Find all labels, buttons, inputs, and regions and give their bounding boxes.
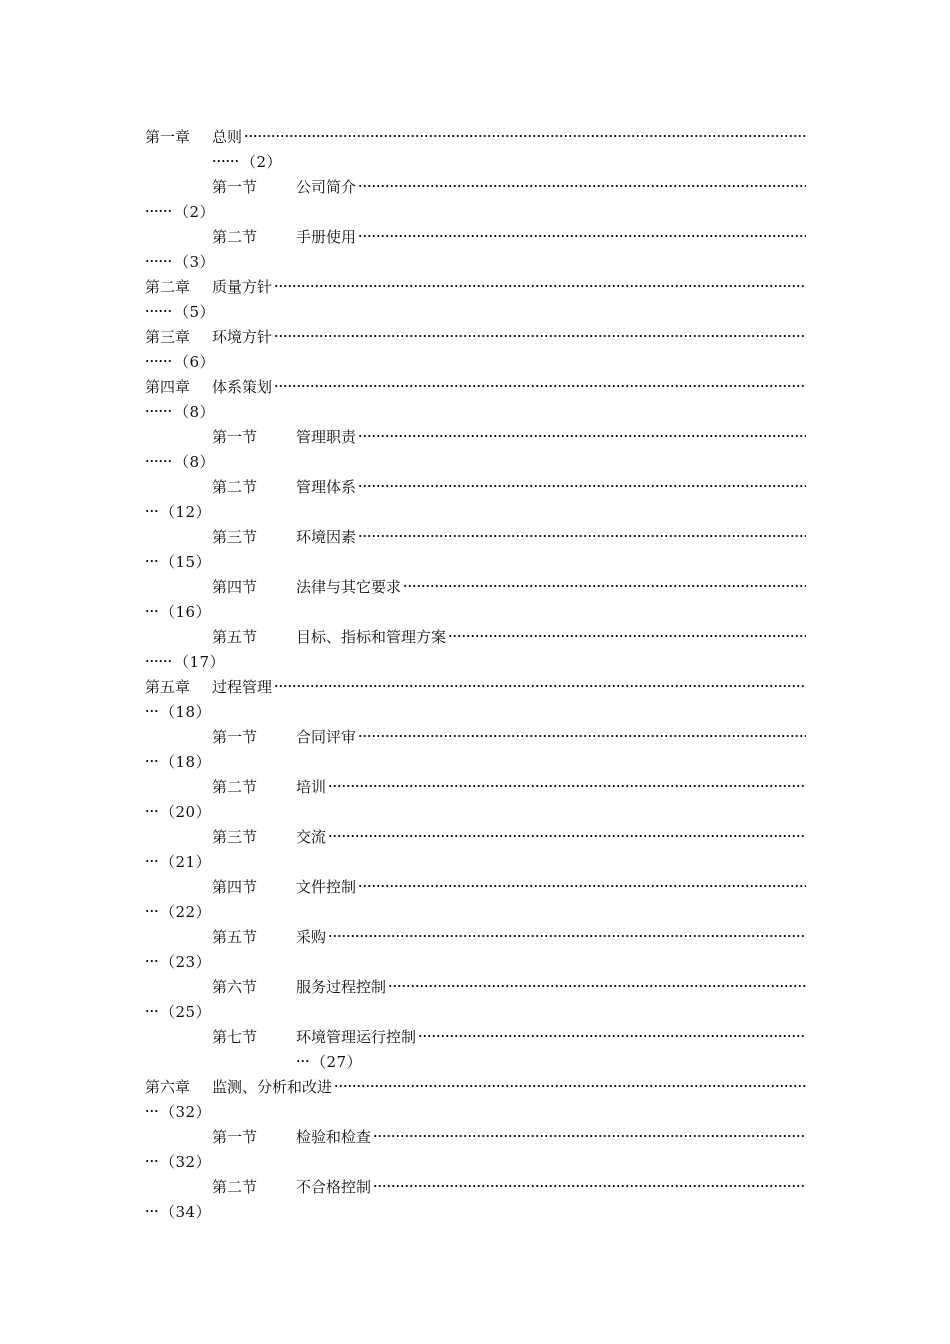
page-number: （15） [160,552,212,571]
section-number: 第一节 [212,727,258,746]
section-number: 第五节 [212,627,258,646]
section-number: 第五节 [212,927,258,946]
dot-leader [373,1174,806,1198]
toc-entry[interactable] [145,724,806,774]
page-number: （2） [241,152,283,171]
dot-leader [145,1199,158,1223]
section-number: 第二节 [212,777,258,796]
dot-leader [358,724,806,748]
entry-title: 环境因素 [296,527,357,546]
chapter-number: 第一章 [145,127,191,146]
page-number: （16） [160,602,212,621]
dot-leader [358,874,806,898]
entry-title: 监测、分析和改进 [212,1077,333,1096]
entry-title: 管理职责 [296,427,357,446]
toc-entry[interactable] [145,674,806,724]
page-number: （8） [174,452,216,471]
chapter-number: 第三章 [145,327,191,346]
dot-leader [145,299,172,323]
page-number: （32） [160,1102,212,1121]
dot-leader [145,249,172,273]
entry-title: 环境管理运行控制 [296,1027,417,1046]
section-number: 第二节 [212,1177,258,1196]
toc-entry[interactable] [145,924,806,974]
entry-title: 检验和检查 [296,1127,372,1146]
section-number: 第六节 [212,977,258,996]
toc-entry[interactable] [145,1124,806,1174]
page-number: （21） [160,852,212,871]
toc-entry[interactable] [145,524,806,574]
dot-leader [403,574,806,598]
page-number: （20） [160,802,212,821]
entry-title: 手册使用 [296,227,357,246]
dot-leader [145,399,172,423]
page-number: （18） [160,702,212,721]
page-number: （34） [160,1202,212,1221]
entry-title: 质量方针 [212,277,273,296]
dot-leader [145,849,158,873]
page-number: （17） [174,652,226,671]
dot-leader [145,699,158,723]
chapter-number: 第五章 [145,677,191,696]
entry-title: 法律与其它要求 [296,577,402,596]
toc-entry[interactable] [145,874,806,924]
dot-leader [145,749,158,773]
dot-leader [418,1024,806,1048]
dot-leader [358,524,806,548]
entry-title: 总则 [212,127,243,146]
dot-leader [334,1074,806,1098]
dot-leader [145,499,158,523]
dot-leader [373,1124,806,1148]
page-number: （25） [160,1002,212,1021]
toc-entry[interactable] [145,774,806,824]
dot-leader [145,899,158,923]
dot-leader [145,449,172,473]
dot-leader [328,774,806,798]
dot-leader [448,624,806,648]
toc-entry[interactable] [145,574,806,624]
entry-title: 目标、指标和管理方案 [296,627,447,646]
entry-title: 合同评审 [296,727,357,746]
chapter-number: 第四章 [145,377,191,396]
dot-leader [145,549,158,573]
dot-leader [358,174,806,198]
toc-entry[interactable] [145,824,806,874]
page-number: （5） [174,302,216,321]
entry-title: 培训 [296,777,327,796]
entry-title: 过程管理 [212,677,273,696]
page-number: （18） [160,752,212,771]
dot-leader [296,1049,309,1073]
section-number: 第三节 [212,827,258,846]
toc-entry[interactable] [145,624,806,674]
entry-title: 服务过程控制 [296,977,387,996]
page-number: （2） [174,202,216,221]
dot-leader [388,974,806,998]
toc-entry[interactable] [145,174,806,224]
dot-leader [358,224,806,248]
toc-entry[interactable] [145,1074,806,1124]
dot-leader [145,1099,158,1123]
section-number: 第四节 [212,577,258,596]
dot-leader [145,199,172,223]
page-number: （27） [311,1052,363,1071]
page-number: （3） [174,252,216,271]
dot-leader [145,349,172,373]
chapter-number: 第六章 [145,1077,191,1096]
entry-title: 文件控制 [296,877,357,896]
toc-entry[interactable] [145,424,806,474]
toc-entry[interactable] [145,274,806,324]
dot-leader [274,324,806,348]
entry-title: 公司简介 [296,177,357,196]
dot-leader [145,599,158,623]
section-number: 第二节 [212,477,258,496]
entry-title: 管理体系 [296,477,357,496]
section-number: 第一节 [212,427,258,446]
page-number: （23） [160,952,212,971]
dot-leader [274,374,806,398]
page-number: （8） [174,402,216,421]
page-number: （32） [160,1152,212,1171]
toc-entry[interactable] [145,324,806,374]
toc-entry[interactable] [145,974,806,1024]
entry-title: 交流 [296,827,327,846]
page-number: （12） [160,502,212,521]
dot-leader [328,924,806,948]
chapter-number: 第二章 [145,277,191,296]
toc-entry[interactable] [145,1174,806,1224]
dot-leader [212,149,239,173]
section-number: 第二节 [212,227,258,246]
toc-entry[interactable] [145,474,806,524]
dot-leader [244,124,806,148]
dot-leader [328,824,806,848]
entry-title: 不合格控制 [296,1177,372,1196]
entry-title: 采购 [296,927,327,946]
page-number: （22） [160,902,212,921]
dot-leader [358,474,806,498]
dot-leader [274,674,806,698]
dot-leader [145,1149,158,1173]
toc-entry[interactable] [145,1024,806,1074]
toc-entry[interactable] [145,124,806,174]
entry-title: 体系策划 [212,377,273,396]
section-number: 第四节 [212,877,258,896]
table-of-contents [145,124,806,1224]
section-number: 第一节 [212,177,258,196]
dot-leader [274,274,806,298]
dot-leader [145,649,172,673]
toc-entry[interactable] [145,374,806,424]
dot-leader [145,799,158,823]
toc-entry[interactable] [145,224,806,274]
dot-leader [358,424,806,448]
section-number: 第一节 [212,1127,258,1146]
dot-leader [145,999,158,1023]
section-number: 第七节 [212,1027,258,1046]
page-number: （6） [174,352,216,371]
section-number: 第三节 [212,527,258,546]
dot-leader [145,949,158,973]
entry-title: 环境方针 [212,327,273,346]
